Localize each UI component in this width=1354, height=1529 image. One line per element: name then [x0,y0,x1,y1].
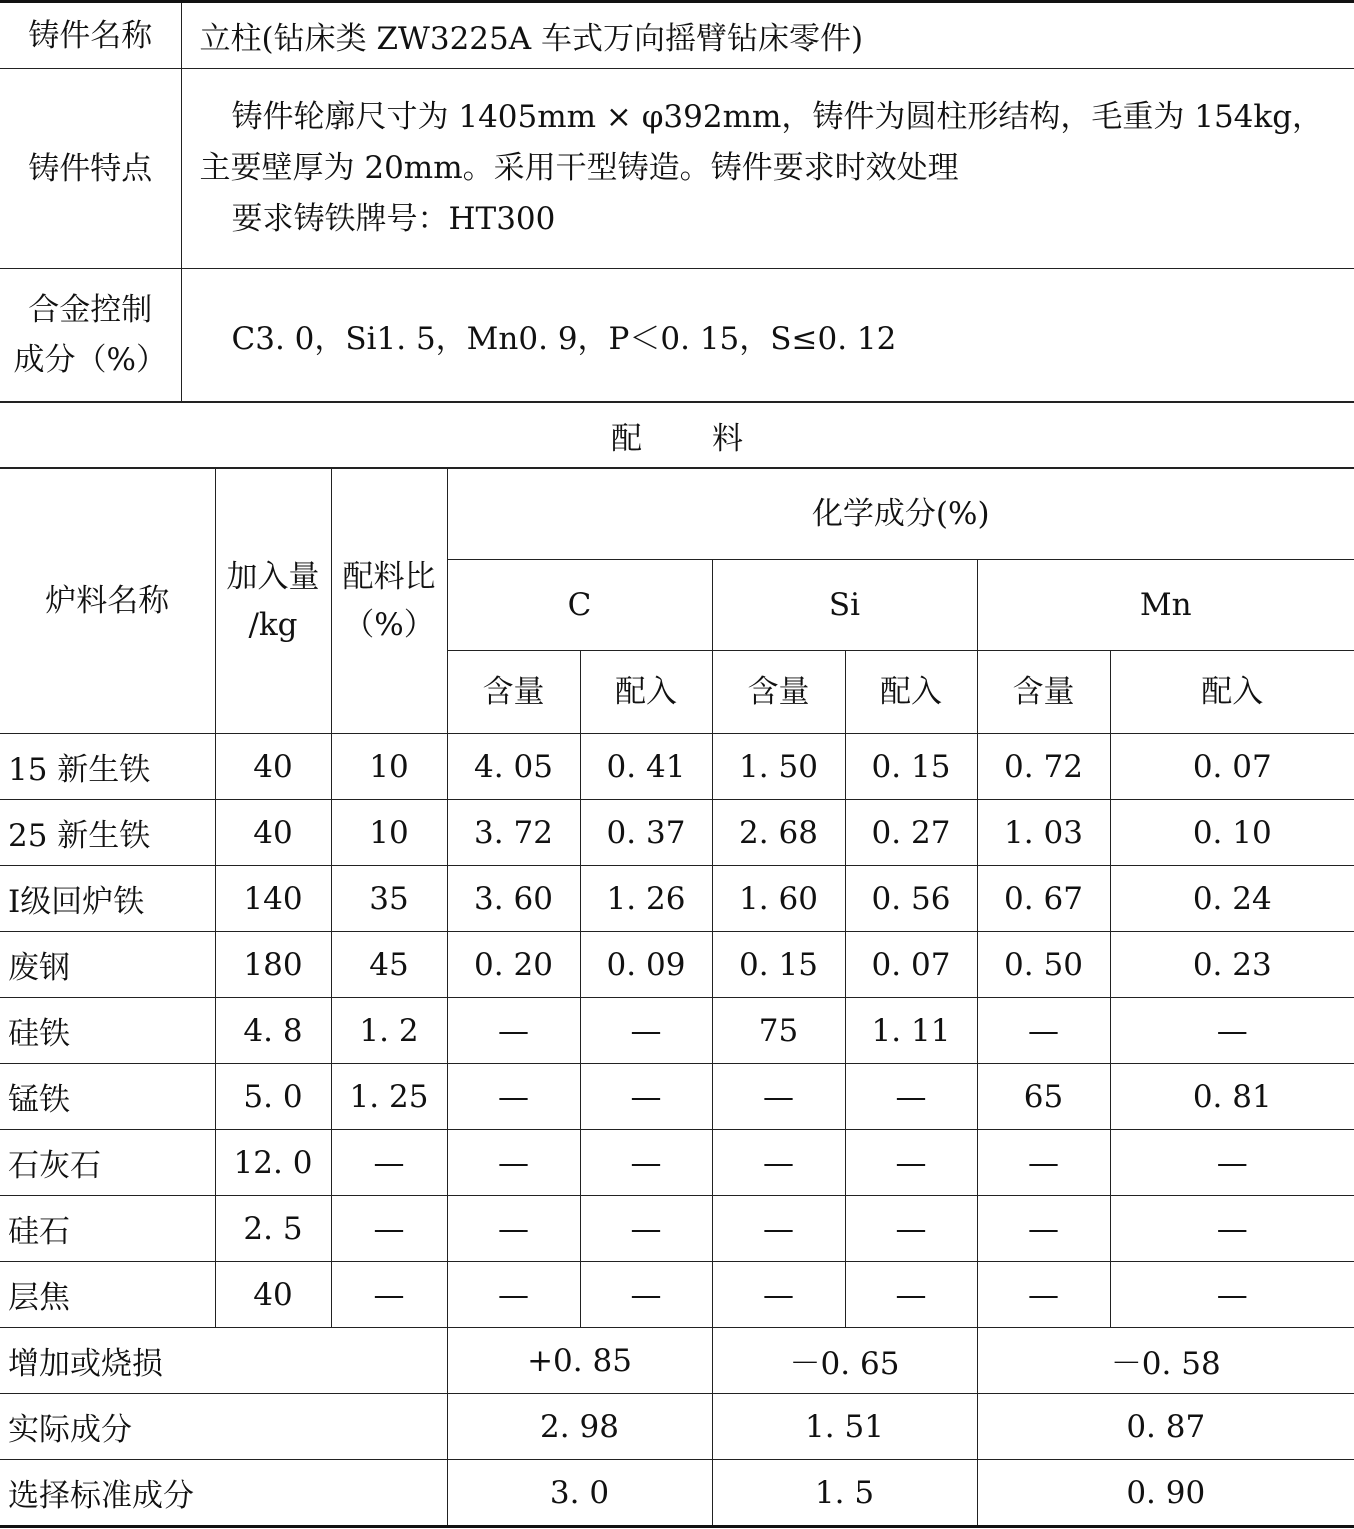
c-added-cell: 0. 37 [580,800,712,866]
mn-added-cell: 0. 23 [1110,932,1354,998]
mn-added-cell: — [1110,998,1354,1064]
mn-added-cell: — [1110,1130,1354,1196]
summary-mn: －0. 58 [977,1328,1354,1394]
mn-added-cell: 0. 07 [1110,734,1354,800]
header-mn-content: 含量 [977,651,1110,734]
material-name: Ⅰ级回炉铁 [0,866,215,932]
table-row [0,1064,1354,1130]
si-content-cell: 2. 68 [712,800,845,866]
si-content-cell: 75 [712,998,845,1064]
table-row [0,1262,1354,1328]
summary-c: 3. 0 [447,1460,712,1527]
mn-content-cell: 0. 67 [977,866,1110,932]
header-ratio-line1: 配料比 [342,559,436,595]
header-c-added: 配入 [580,651,712,734]
alloy-label-line2: 成分（%） [13,342,167,378]
summary-row [0,1328,1354,1394]
c-added-cell: — [580,1262,712,1328]
ratio-cell: — [331,1130,447,1196]
header-amount-line2: /kg [248,607,298,643]
section-title-right: 料 [712,420,743,457]
alloy-label [0,269,181,402]
material-name: 石灰石 [0,1130,215,1196]
c-added-cell: — [580,1196,712,1262]
ratio-cell: 35 [331,866,447,932]
header-si: Si [712,560,977,651]
mn-added-cell: — [1110,1262,1354,1328]
summary-si: －0. 65 [712,1328,977,1394]
ratio-cell: — [331,1196,447,1262]
feature-label: 铸件特点 [0,69,181,269]
mn-content-cell: — [977,1196,1110,1262]
ratio-cell: 1. 2 [331,998,447,1064]
mn-content-cell: 1. 03 [977,800,1110,866]
header-material: 炉料名称 [0,469,215,734]
c-content-cell: 3. 60 [447,866,580,932]
si-content-cell: 0. 15 [712,932,845,998]
si-content-cell: 1. 60 [712,866,845,932]
c-added-cell: 1. 26 [580,866,712,932]
mn-content-cell: — [977,1262,1110,1328]
mn-content-cell: — [977,1130,1110,1196]
section-title-table [0,402,1354,468]
summary-mn: 0. 90 [977,1460,1354,1527]
c-added-cell: — [580,1064,712,1130]
amount-cell: 40 [215,734,331,800]
mn-added-cell: — [1110,1196,1354,1262]
mn-added-cell: 0. 10 [1110,800,1354,866]
header-mn: Mn [977,560,1354,651]
header-c-content: 含量 [447,651,580,734]
summary-row [0,1460,1354,1527]
ratio-cell: 10 [331,734,447,800]
amount-cell: 4. 8 [215,998,331,1064]
table-row [0,998,1354,1064]
c-content-cell: — [447,1262,580,1328]
alloy-value: C3. 0，Si1. 5，Mn0. 9，P＜0. 15，S≤0. 12 [181,269,1354,402]
mn-content-cell: 0. 50 [977,932,1110,998]
c-content-cell: 0. 20 [447,932,580,998]
c-content-cell: — [447,1196,580,1262]
section-title [0,403,1354,468]
si-added-cell: 0. 15 [845,734,977,800]
amount-cell: 40 [215,800,331,866]
material-name: 废钢 [0,932,215,998]
header-c: C [447,560,712,651]
si-added-cell: — [845,1196,977,1262]
table-row [0,734,1354,800]
si-added-cell: 0. 27 [845,800,977,866]
amount-cell: 12. 0 [215,1130,331,1196]
si-added-cell: — [845,1262,977,1328]
summary-label: 增加或烧损 [0,1328,447,1394]
mn-added-cell: 0. 24 [1110,866,1354,932]
table-row [0,800,1354,866]
header-row-1 [0,469,1354,560]
alloy-label-line1: 合金控制 [28,292,153,328]
c-content-cell: — [447,1064,580,1130]
table-row [0,866,1354,932]
header-amount-line1: 加入量 [226,559,320,595]
mn-content-cell: — [977,998,1110,1064]
section-title-left: 配 [611,420,642,457]
table-row [0,1196,1354,1262]
material-name: 硅铁 [0,998,215,1064]
summary-si: 1. 51 [712,1394,977,1460]
header-mn-added: 配入 [1110,651,1354,734]
material-name: 锰铁 [0,1064,215,1130]
mn-added-cell: 0. 81 [1110,1064,1354,1130]
section-title-row [0,403,1354,468]
name-label: 铸件名称 [0,2,181,69]
feature-text: 铸件轮廓尺寸为 1405mm × φ392mm，铸件为圆柱形结构，毛重为 154kg，主要壁厚为 20mm。采用干型铸造。铸件要求时效处理 [199,99,1324,186]
ratio-cell: 45 [331,932,447,998]
si-added-cell: 0. 07 [845,932,977,998]
summary-row [0,1394,1354,1460]
c-added-cell: 0. 09 [580,932,712,998]
header-si-content: 含量 [712,651,845,734]
name-row [0,2,1354,69]
si-content-cell: — [712,1196,845,1262]
material-name: 15 新生铁 [0,734,215,800]
header-ratio-line2: （%） [343,607,435,643]
table-row [0,1130,1354,1196]
c-content-cell: — [447,1130,580,1196]
header-chem: 化学成分(%) [447,469,1354,560]
si-added-cell: 1. 11 [845,998,977,1064]
amount-cell: 5. 0 [215,1064,331,1130]
summary-c: 2. 98 [447,1394,712,1460]
si-content-cell: — [712,1130,845,1196]
amount-cell: 40 [215,1262,331,1328]
c-added-cell: 0. 41 [580,734,712,800]
summary-mn: 0. 87 [977,1394,1354,1460]
si-added-cell: 0. 56 [845,866,977,932]
si-added-cell: — [845,1130,977,1196]
amount-cell: 140 [215,866,331,932]
mn-content-cell: 65 [977,1064,1110,1130]
si-content-cell: — [712,1262,845,1328]
material-name: 硅石 [0,1196,215,1262]
c-content-cell: — [447,998,580,1064]
casting-info-table [0,0,1354,402]
material-name: 25 新生铁 [0,800,215,866]
ratio-cell: 10 [331,800,447,866]
summary-si: 1. 5 [712,1460,977,1527]
c-content-cell: 3. 72 [447,800,580,866]
c-content-cell: 4. 05 [447,734,580,800]
summary-c: +0. 85 [447,1328,712,1394]
c-added-cell: — [580,1130,712,1196]
header-amount [215,469,331,734]
si-added-cell: — [845,1064,977,1130]
si-content-cell: 1. 50 [712,734,845,800]
header-ratio [331,469,447,734]
header-si-added: 配入 [845,651,977,734]
amount-cell: 2. 5 [215,1196,331,1262]
summary-label: 选择标准成分 [0,1460,447,1527]
amount-cell: 180 [215,932,331,998]
si-content-cell: — [712,1064,845,1130]
feature-row [0,69,1354,269]
summary-label: 实际成分 [0,1394,447,1460]
ratio-cell: 1. 25 [331,1064,447,1130]
ratio-cell: — [331,1262,447,1328]
name-value: 立柱(钻床类 ZW3225A 车式万向摇臂钻床零件) [181,2,1354,69]
mn-content-cell: 0. 72 [977,734,1110,800]
table-row [0,932,1354,998]
batching-table [0,468,1354,1528]
feature-value [181,69,1354,269]
material-name: 层焦 [0,1262,215,1328]
grade-text: 要求铸铁牌号：HT300 [231,201,556,237]
c-added-cell: — [580,998,712,1064]
alloy-row [0,269,1354,402]
